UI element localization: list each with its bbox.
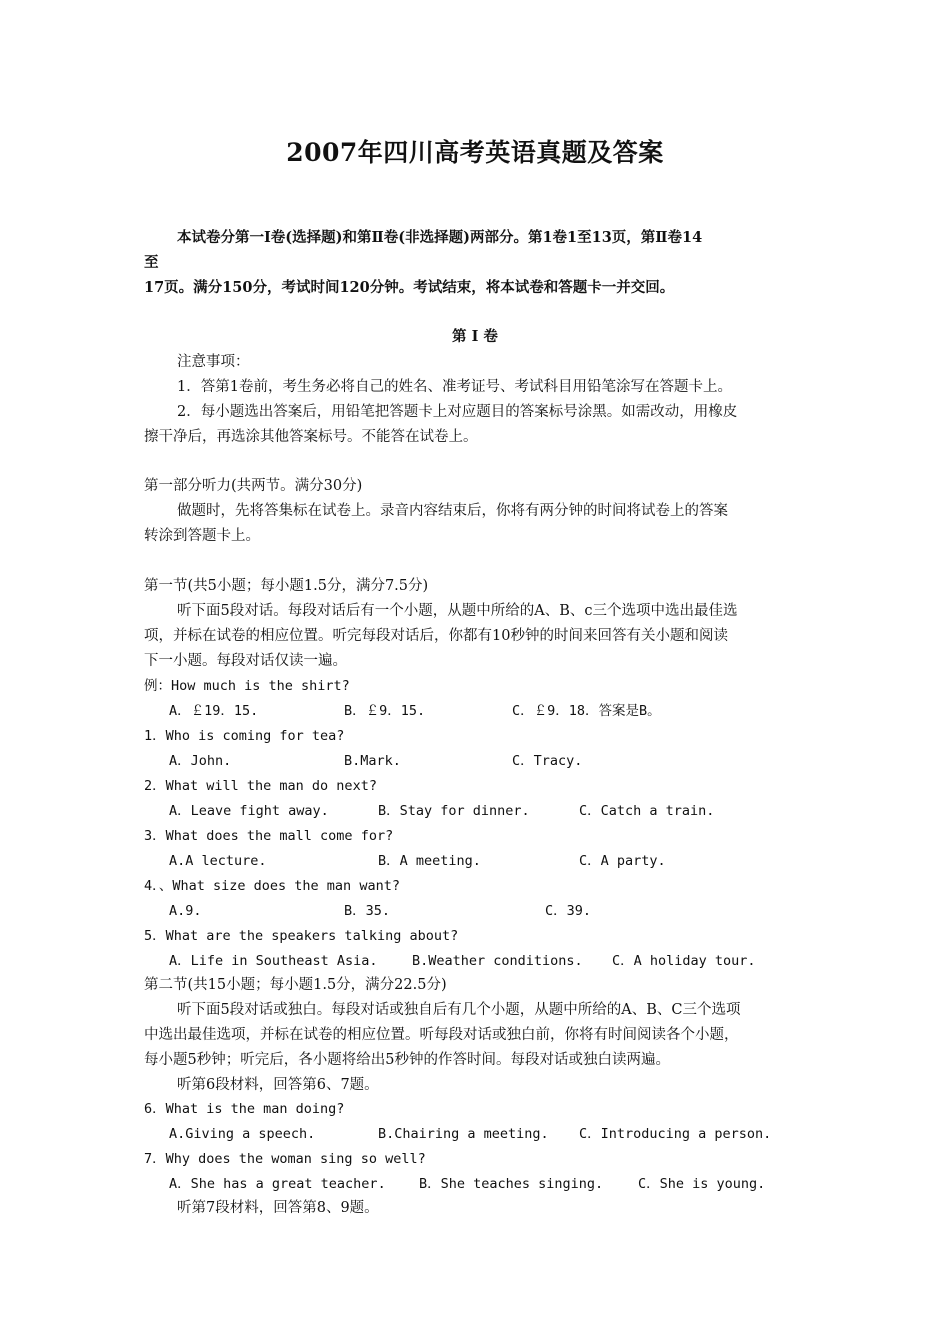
question-1: 1．Who is coming for tea? xyxy=(144,728,345,744)
option-a: A.Giving a speech. xyxy=(169,1126,316,1142)
option-a: A.9. xyxy=(169,903,202,919)
material-7-instruction: 听第7段材料，回答第8、9题。 xyxy=(177,1200,379,1216)
part1-desc-line-2: 转涂到答题卡上。 xyxy=(144,528,260,544)
section2-desc-line-1: 听下面5段对话或独白。每段对话或独自后有几个小题，从题中所给的A、B、C三个选项 xyxy=(177,1002,741,1018)
question-5: 5．What are the speakers talking about? xyxy=(144,928,459,944)
section1-desc-line-3: 下一小题。每段对话仅读一遍。 xyxy=(144,653,347,669)
option-b: B．35. xyxy=(344,903,391,919)
note-2-line-1: 2．每小题选出答案后，用铅笔把答题卡上对应题目的答案标号涂黑。如需改动，用橡皮 xyxy=(177,404,738,420)
option-a: A．John. xyxy=(169,753,232,769)
section2-heading: 第二节(共15小题；每小题1.5分，满分22.5分) xyxy=(144,977,447,993)
option-c: C．39. xyxy=(545,903,592,919)
note-1: 1．答第1卷前，考生务必将自己的姓名、准考证号、考试科目用铅笔涂写在答题卡上。 xyxy=(177,379,732,395)
option-a: A．Leave fight away. xyxy=(169,803,329,819)
section1-desc-line-2: 项，并标在试卷的相应位置。听完每段对话后，你都有10秒钟的时间来回答有关小题和阅读 xyxy=(144,628,728,644)
example-question: 例：How much is the shirt? xyxy=(144,678,350,694)
note-2-line-2: 擦干净后，再选涂其他答案标号。不能答在试卷上。 xyxy=(144,429,478,445)
example-option-b: B．￡9．15. xyxy=(344,703,426,719)
option-b: B.Chairing a meeting. xyxy=(378,1126,549,1142)
question-6: 6．What is the man doing? xyxy=(144,1101,345,1117)
section1-heading: 第一节(共5小题；每小题1.5分，满分7.5分) xyxy=(144,578,429,594)
question-7: 7．Why does the woman sing so well? xyxy=(144,1151,426,1167)
option-b: B．She teaches singing. xyxy=(419,1176,604,1192)
option-c: C．She is young. xyxy=(638,1176,766,1192)
intro-line-1: 本试卷分第一Ⅰ卷(选择题)和第Ⅱ卷(非选择题)两部分。第1卷1至13页，第Ⅱ卷14 xyxy=(177,229,703,246)
option-a: A．She has a great teacher. xyxy=(169,1176,386,1192)
section2-desc-line-2: 中选出最佳选项，并标在试卷的相应位置。听每段对话或独白前，你将有时间阅读各个小题， xyxy=(144,1027,739,1043)
question-4: 4．、What size does the man want? xyxy=(144,878,400,894)
notes-label: 注意事项： xyxy=(177,354,250,370)
option-a: A.A lecture. xyxy=(169,853,267,869)
question-3: 3．What does the mall come for? xyxy=(144,828,394,844)
intro-line-3: 17页。满分150分，考试时间120分钟。考试结束，将本试卷和答题卡一并交回。 xyxy=(144,279,675,296)
part1-heading: 第一部分听力(共两节。满分30分) xyxy=(144,478,363,494)
option-b: B．A meeting. xyxy=(378,853,481,869)
option-b: B．Stay for dinner. xyxy=(378,803,530,819)
option-b: B.Weather conditions. xyxy=(412,953,583,969)
section1-desc-line-1: 听下面5段对话。每段对话后有一个小题，从题中所给的A、B、c三个选项中选出最佳选 xyxy=(177,603,738,619)
example-option-a: A．￡19．15. xyxy=(169,703,259,719)
option-c: C．Introducing a person. xyxy=(579,1126,772,1142)
option-c: C．A party. xyxy=(579,853,666,869)
question-2: 2．What will the man do next? xyxy=(144,778,377,794)
material-6-instruction: 听第6段材料，回答第6、7题。 xyxy=(177,1077,379,1093)
example-option-c: C．￡9．18．答案是B。 xyxy=(512,703,661,719)
option-a: A．Life in Southeast Asia. xyxy=(169,953,378,969)
option-c: C．Catch a train. xyxy=(579,803,715,819)
option-b: B.Mark. xyxy=(344,753,401,769)
section2-desc-line-3: 每小题5秒钟；听完后，各小题将给出5秒钟的作答时间。每段对话或独白读两遍。 xyxy=(144,1052,670,1068)
volume-heading: 第 I 卷 xyxy=(452,328,498,345)
option-c: C．Tracy. xyxy=(512,753,583,769)
part1-desc-line-1: 做题时，先将答集标在试卷上。录音内容结束后，你将有两分钟的时间将试卷上的答案 xyxy=(177,503,728,519)
intro-line-2: 至 xyxy=(144,254,159,271)
option-c: C．A holiday tour. xyxy=(612,953,756,969)
page-title: 2007年四川高考英语真题及答案 xyxy=(286,138,664,167)
